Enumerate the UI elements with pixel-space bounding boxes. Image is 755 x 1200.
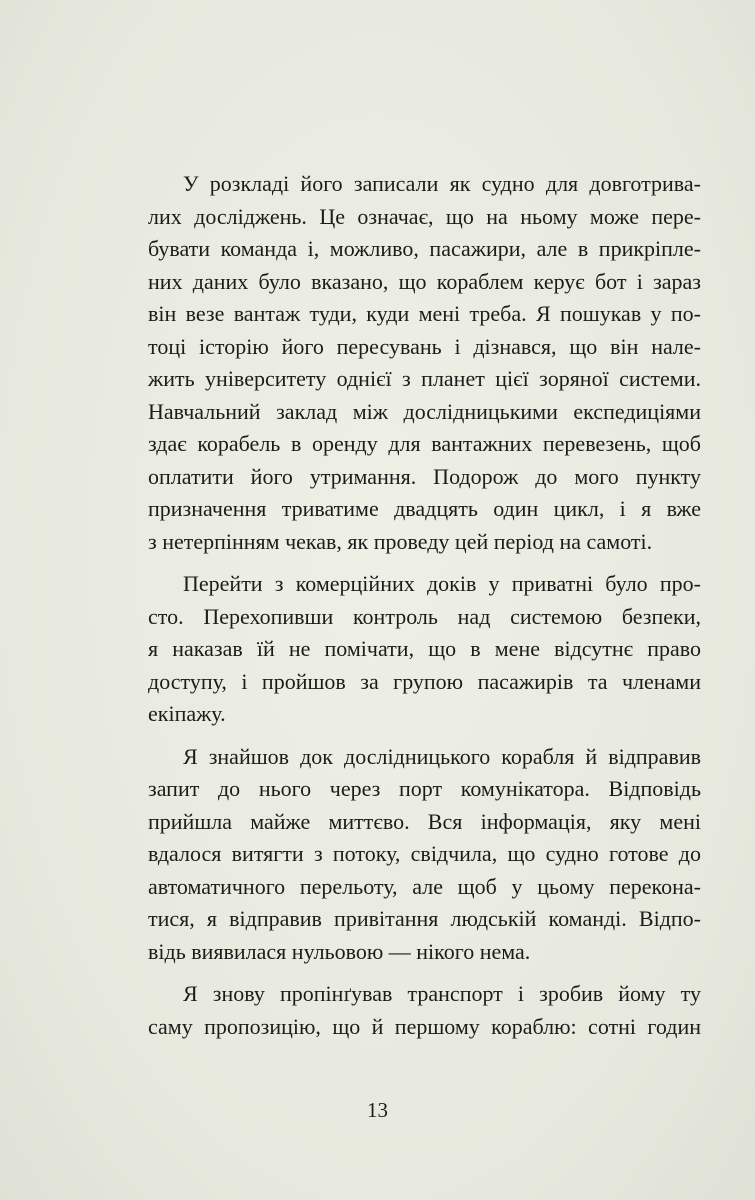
paragraph: [148, 741, 701, 969]
text-line: він везе вантаж туди, куди мені треба. Я пошукав у по-: [148, 301, 701, 326]
text-line: вдалося витягти з потоку, свідчила, що судно готове до: [148, 841, 701, 866]
text-line: саму пропозицію, що й першому кораблю: сотні годин: [148, 1013, 701, 1039]
text-line: Я знову пропінґував транспорт і зробив йому ту: [183, 981, 701, 1006]
paragraph: [148, 978, 701, 1043]
text-line: призначення триватиме двадцять один цикл, і я вже: [148, 496, 701, 521]
page-number: 13: [367, 1098, 388, 1122]
text-line: здає корабель в оренду для вантажних перевезень, щоб: [148, 431, 701, 456]
text-line: доступу, і пройшов за групою пасажирів та членами: [148, 668, 701, 694]
text-line: Навчальний заклад між дослідницькими експедиціями: [148, 398, 701, 424]
text-line: запит до нього через порт комунікатора. Відповідь: [148, 776, 701, 801]
text-line: них даних було вказано, що кораблем керує бот і зараз: [148, 268, 701, 294]
text-line: тоці історію його пересувань і дізнався, що він нале-: [148, 333, 701, 359]
text-line: оплатити його утримання. Подорож до мого пункту: [148, 463, 701, 489]
text-line: жить університету однієї з планет цієї зоряної системи.: [148, 366, 701, 391]
text-line: я наказав їй не помічати, що в мене відсутнє право: [148, 636, 701, 661]
text-line: сто. Перехопивши контроль над системою безпеки,: [148, 603, 701, 629]
text-line: Перейти з комерційних доків у приватні було про-: [183, 571, 701, 596]
body-text: [148, 168, 701, 1053]
text-line: екіпажу.: [148, 701, 226, 726]
text-line: прийшла майже миттєво. Вся інформація, яку мені: [148, 808, 701, 834]
text-line: Я знайшов док дослідницького корабля й відправив: [183, 743, 701, 769]
text-line: У розкладі його записали як судно для довготрива-: [183, 171, 701, 196]
text-line: автоматичного перельоту, але щоб у цьому перекона-: [148, 873, 701, 899]
text-line: з нетерпінням чекав, як проведу цей період на самоті.: [148, 528, 653, 554]
text-line: бувати команда і, можливо, пасажири, але в прикріпле-: [148, 236, 701, 261]
paragraph: [148, 568, 701, 731]
text-line: лих досліджень. Це означає, що на ньому може пере-: [148, 203, 701, 229]
text-line: тися, я відправив привітання людській команді. Відпо-: [148, 906, 701, 931]
text-line: відь виявилася нульовою — нікого нема.: [148, 938, 531, 964]
paragraph: [148, 168, 701, 558]
